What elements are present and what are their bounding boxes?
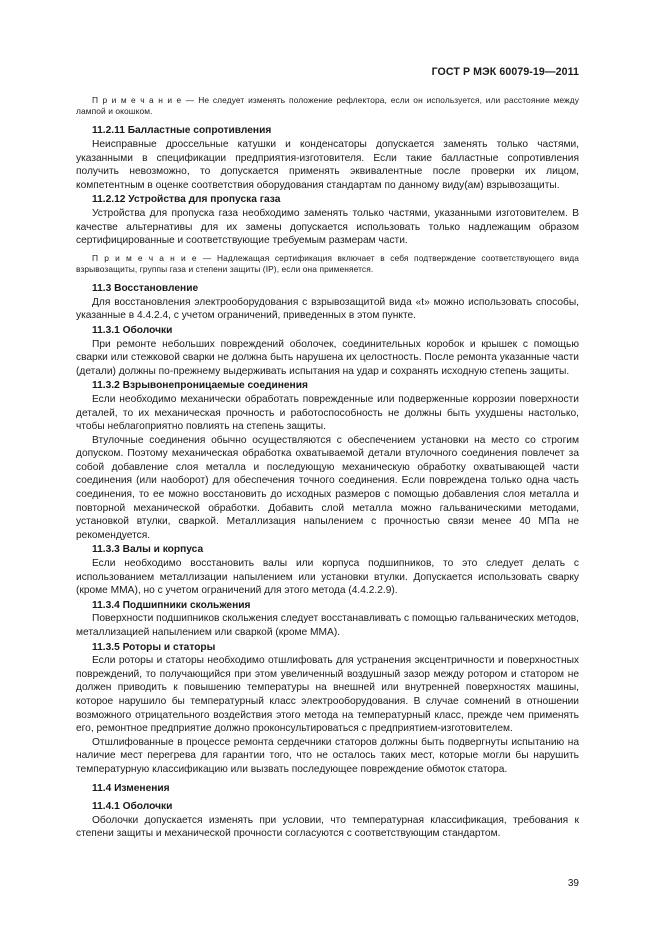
page-content (76, 95, 579, 841)
paragraph-11-3-1: При ремонте небольших повреждений оболочек, соединительных коробок и крышек с помощью сварки или стежковой сварки не должна быть нарушена их целостность. После ремонта указанные части (детали) должны по-прежнему выдерживать испытания на удар и сохранять исходную степень защиты. (76, 338, 579, 377)
heading-11-3-1: 11.3.1 Оболочки (92, 324, 173, 336)
paragraph-11-3-3: Если необходимо восстановить валы или корпуса подшипников, то это следует делать с использованием металлизации напылением или установки втулки. Допускается использовать сварку (кроме ММА), но с учетом ограничений для этого метода (4.4.2.2.9). (76, 558, 579, 597)
note-text: Надлежащая сертификация включает в себя подтверждение соответствующего вида взрывозащиты, группы газа и степени защиты (IP), если она применяется. (76, 252, 579, 274)
paragraph-11-3-5-a: Если роторы и статоры необходимо отшлифовать для устранения эксцентричности и поверхностных повреждений, то получающийся при этом увеличенный воздушный зазор между ротором и статором не должен приводить к повышению температуры на внешней или внутренней поверхностях машины, которое нарушило бы температурный класс электрооборудования. В случае сомнений в отношении возможного отрицательного воздействия этого метода на температурный класс, прежде чем применять его, ремонтное предприятие должно проконсультироваться с предприятием-изготовителем. (76, 655, 579, 735)
heading-11-3-4: 11.3.4 Подшипники скольжения (92, 599, 251, 611)
heading-11-2-11: 11.2.11 Балластные сопротивления (92, 125, 272, 137)
paragraph-11-3-4: Поверхности подшипников скольжения следует восстанавливать с помощью гальванических методов, металлизацией напылением или сваркой (кроме ММА). (76, 613, 579, 638)
paragraph-11-3-2-b: Втулочные соединения обычно осуществляются с обеспечением установки на место со строгим допуском. Поэтому механическая обработка охватываемой детали втулочного соединения повлечет за собой добавление слоя металла и последующую механическую обработку охватывающей части соединения (или наоборот) для обеспечения точного соединения. Если повреждена только одна часть соединения, то ее можно восстановить до исходных размеров с помощью добавления слоя металла и повторной механической обработки. Добавить слой металла можно гальваническими методами, установкой втулки, сваркой. Металлизация напылением с прочностью связи менее 40 МПа не рекомендуется. (76, 434, 579, 541)
page-number: 39 (567, 878, 579, 889)
paragraph-11-3-5-b: Отшлифованные в процессе ремонта сердечники статоров должны быть подвергнуты испытанию на наличие мест перегрева для гарантии того, что не осталось таких мест, которые могли бы нарушить температурную классификацию или вызвать последующее повреждение обмоток статора. (76, 736, 579, 775)
note-text: Не следует изменять положение рефлектора, если он используется, или расстояние между лампой и окошком. (76, 95, 579, 117)
note-label: П р и м е ч а н и е — (92, 95, 195, 105)
paragraph-11-2-11: Неисправные дроссельные катушки и конденсаторы допускается заменять только частями, указанными в спецификации предприятия-изготовителя. Если такие балластные сопротивления получить невозможно, то допускается применять эквивалентные после проверки их лицом, компетентным в оценке соответствия оборудования стандартам по данному виду(ам) взрывозащиты. (76, 139, 579, 191)
document-header: ГОСТ Р МЭК 60079-19—2011 (431, 66, 579, 78)
paragraph-11-3-2-a: Если необходимо механически обработать поврежденные или подверженные коррозии поверхности деталей, то их механическая прочность и работоспособность не должны быть ухудшены настолько, чтобы неблагоприятно повлиять на степень защиты. (76, 393, 579, 433)
heading-11-3-3: 11.3.3 Валы и корпуса (92, 544, 204, 556)
note-reflector (76, 95, 579, 117)
paragraph-11-2-12: Устройства для пропуска газа необходимо заменять только частями, указанными изготовителем. В качестве альтернативы для их замены допускается использовать только надлежащим образом сертифицированные и соответствующие требуемым размерам части. (76, 207, 579, 247)
heading-11-4-1: 11.4.1 Оболочки (92, 801, 173, 813)
heading-11-2-12: 11.2.12 Устройства для пропуска газа (92, 194, 281, 206)
heading-11-4: 11.4 Изменения (92, 782, 170, 794)
heading-11-3-5: 11.3.5 Роторы и статоры (92, 641, 216, 653)
paragraph-11-3: Для восстановления электрооборудования с взрывозащитой вида «t» можно использовать способы, указанные в 4.4.2.4, с учетом ограничений, приведенных в этом пункте. (76, 296, 579, 322)
paragraph-11-4-1: Оболочки допускается изменять при условии, что температурная классификация, требования к степени защиты и механической прочности согласуются с соответствующим стандартом. (76, 814, 579, 840)
heading-11-3-2: 11.3.2 Взрывонепроницаемые соединения (92, 380, 308, 392)
note-label: П р и м е ч а н и е — (92, 252, 212, 263)
heading-11-3: 11.3 Восстановление (92, 283, 199, 295)
note-certification (76, 253, 579, 275)
